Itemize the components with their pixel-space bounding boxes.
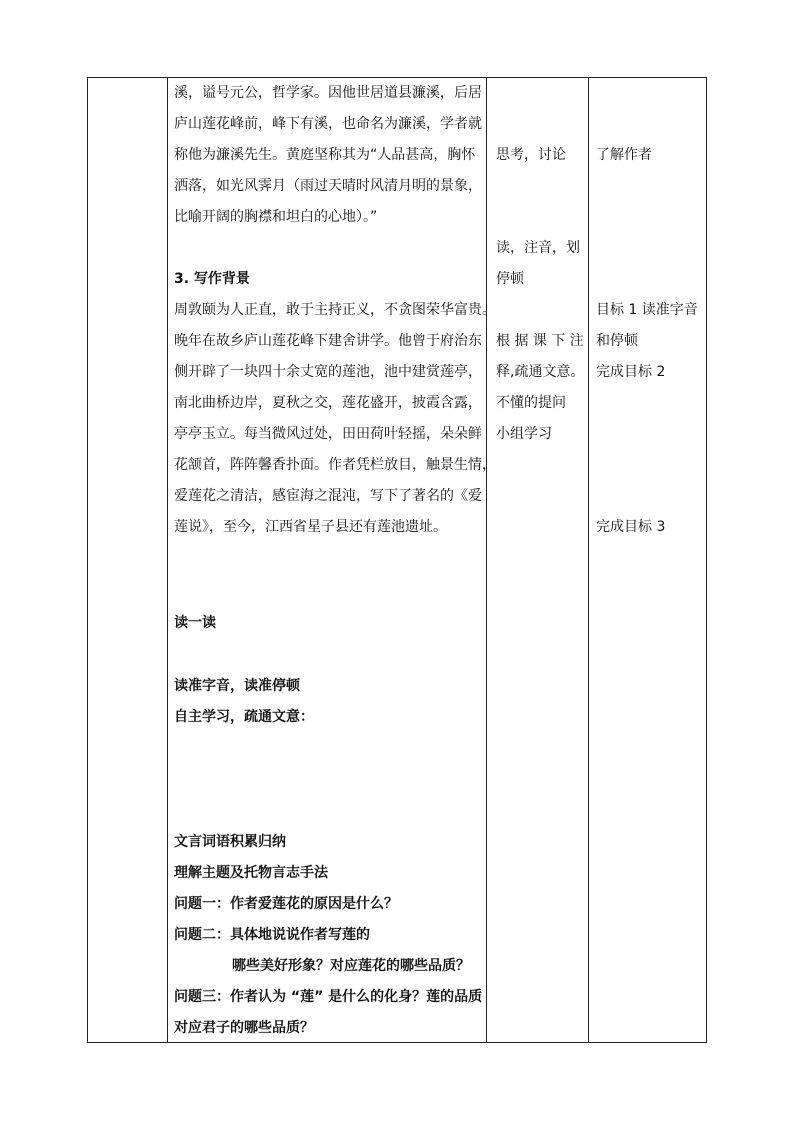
activity-text: 释,疏通文意。 [496,364,585,380]
question: 问题一：作者爱莲花的原因是什么？ [174,896,398,912]
text-line: 溪，谥号元公，哲学家。因他世居道县濂溪，后居 [174,85,482,101]
question: 问题二：具体地说说作者写莲的 [174,927,370,943]
column-divider [167,78,168,1042]
text-line: 亭亭玉立。每当微风过处，田田荷叶轻摇，朵朵鲜 [174,426,482,442]
text-line: 晚年在故乡庐山莲花峰下建舍讲学。他曾于府治东 [174,333,482,349]
lesson-table [87,77,707,1043]
section-title: 读一读 [174,615,216,631]
section-title: 理解主题及托物言志手法 [174,865,328,881]
text-line: 读准字音，读准停顿 [174,678,300,694]
text-line: 花颔首，阵阵馨香扑面。作者凭栏放目，触景生情， [174,457,496,473]
column-divider [486,78,487,1042]
question: 哪些美好形象？对应莲花的哪些品质？ [232,958,470,974]
goal-text: 完成目标 3 [596,519,666,535]
goal-text: 目标 1 读准字音 [596,302,698,318]
section-title: 3. 写作背景 [174,271,250,287]
activity-text: 根 据 课 下 注 [496,333,584,349]
activity-text: 小组学习 [496,426,552,442]
text-line: 自主学习，疏通文意： [174,709,314,725]
text-line: 比喻开阔的胸襟和坦白的心地）。” [174,209,378,225]
text-line: 莲说》，至今，江西省星子县还有莲池遗址。 [174,519,447,535]
goal-text: 完成目标 2 [596,364,666,380]
question: 问题三：作者认为 “莲” 是什么的化身？莲的品质 [174,989,483,1005]
text-line: 南北曲桥边岸，夏秋之交，莲花盛开，披霞含露， [174,395,482,411]
text-line: 洒落，如光风霁月（雨过天晴时风清月明的景象， [174,178,482,194]
goal-text: 了解作者 [596,147,652,163]
text-line: 周敦颐为人正直，敢于主持正义，不贪图荣华富贵。 [174,302,496,318]
column-divider [588,78,589,1042]
text-line: 庐山莲花峰前，峰下有溪，也命名为濂溪，学者就 [174,116,482,132]
text-line: 称他为濂溪先生。黄庭坚称其为“人品甚高，胸怀 [174,147,476,163]
activity-text: 思考，讨论 [496,147,566,163]
text-line: 爱莲花之清洁，感宦海之混沌，写下了著名的《爱 [174,488,482,504]
text-line: 侧开辟了一块四十余丈宽的莲池，池中建赏莲亭， [174,364,482,380]
section-title: 文言词语积累归纳 [174,834,286,850]
activity-text: 读，注音，划 [496,240,580,256]
activity-text: 不懂的提问 [496,395,566,411]
goal-text: 和停顿 [596,333,638,349]
activity-text: 停顿 [496,271,524,287]
question: 对应君子的哪些品质？ [174,1020,314,1036]
